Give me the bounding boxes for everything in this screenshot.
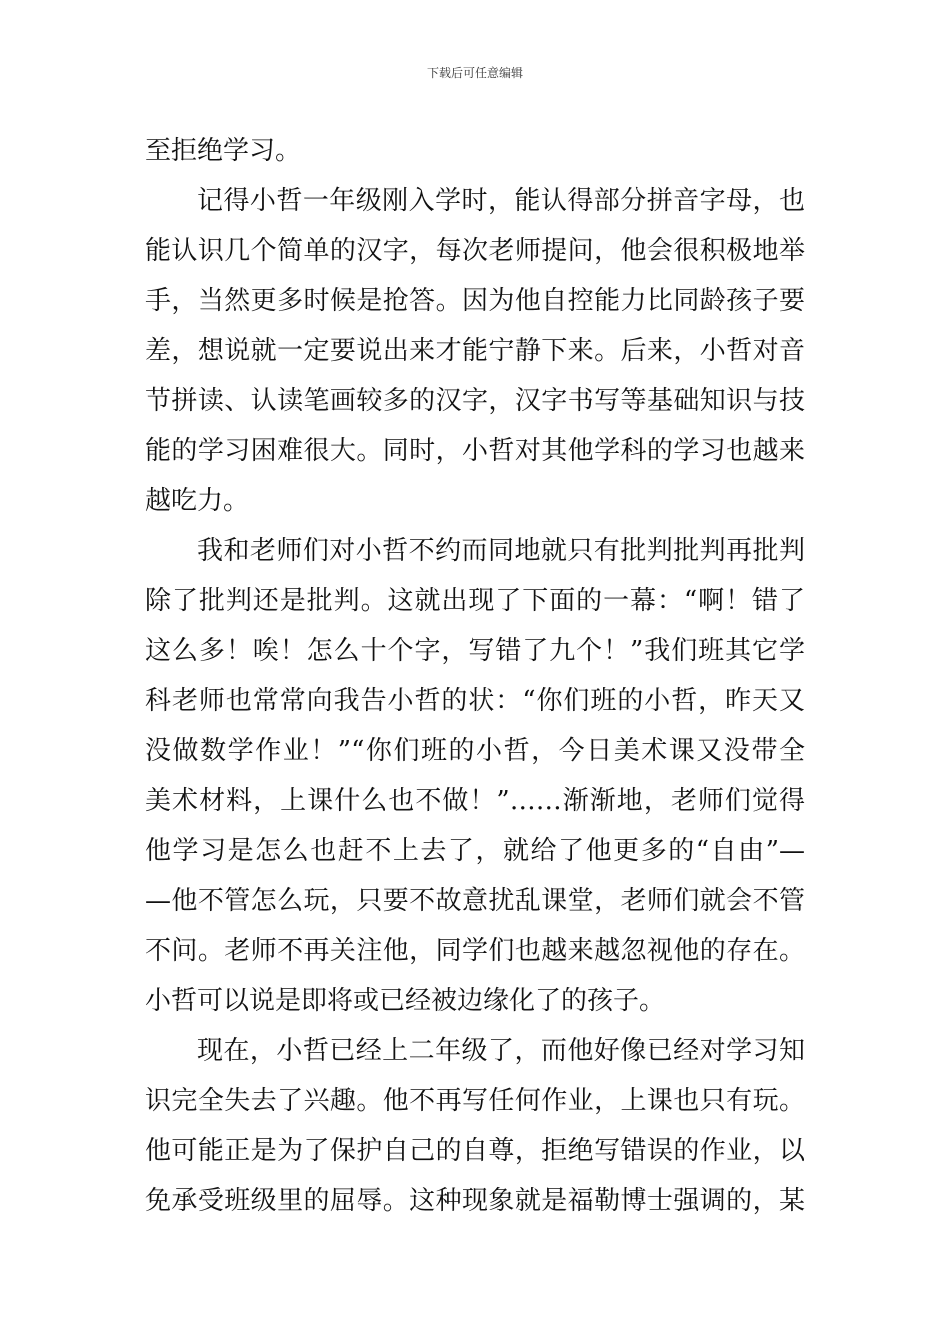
- document-body: [145, 126, 805, 1226]
- text-line: 越吃力。: [145, 486, 250, 516]
- text-line: 手，当然更多时候是抢答。因为他自控能力比同龄孩子要: [145, 286, 805, 316]
- paragraph: [145, 1026, 805, 1226]
- paragraph: [145, 176, 805, 526]
- text-line: 没做数学作业！”“你们班的小哲，今日美术课又没带全: [145, 736, 805, 766]
- paragraph: [145, 526, 805, 1026]
- text-line: 我和老师们对小哲不约而同地就只有批判批判再批判: [197, 536, 805, 566]
- text-line: 节拼读、认读笔画较多的汉字，汉字书写等基础知识与技: [145, 386, 805, 416]
- text-line: 科老师也常常向我告小哲的状：“你们班的小哲，昨天又: [145, 686, 805, 716]
- text-line: 现在，小哲已经上二年级了，而他好像已经对学习知: [197, 1036, 805, 1066]
- text-line: 能的学习困难很大。同时，小哲对其他学科的学习也越来: [145, 436, 805, 466]
- text-line: 不问。老师不再关注他，同学们也越来越忽视他的存在。: [145, 936, 805, 966]
- text-line: 他学习是怎么也赶不上去了，就给了他更多的“自由”—: [145, 836, 805, 866]
- text-line: 记得小哲一年级刚入学时，能认得部分拼音字母，也: [197, 186, 805, 216]
- page-header: 下载后可任意编辑: [426, 66, 523, 80]
- text-line: 识完全失去了兴趣。他不再写任何作业，上课也只有玩。: [145, 1086, 805, 1116]
- text-line: 至拒绝学习。: [145, 136, 302, 166]
- text-line: 小哲可以说是即将或已经被边缘化了的孩子。: [145, 986, 666, 1016]
- paragraph: [145, 126, 805, 176]
- text-line: 能认识几个简单的汉字，每次老师提问，他会很积极地举: [145, 236, 805, 266]
- text-line: 差，想说就一定要说出来才能宁静下来。后来，小哲对音: [145, 336, 805, 366]
- text-line: —他不管怎么玩，只要不故意扰乱课堂，老师们就会不管: [145, 886, 805, 916]
- text-line: 免承受班级里的屈辱。这种现象就是福勒博士强调的，某: [145, 1186, 805, 1216]
- text-line: 美术材料，上课什么也不做！”……渐渐地，老师们觉得: [145, 786, 805, 816]
- text-line: 除了批判还是批判。这就出现了下面的一幕：“啊！错了: [145, 586, 805, 616]
- text-line: 他可能正是为了保护自己的自尊，拒绝写错误的作业，以: [145, 1136, 805, 1166]
- text-line: 这么多！唉！怎么十个字，写错了九个！”我们班其它学: [145, 636, 805, 666]
